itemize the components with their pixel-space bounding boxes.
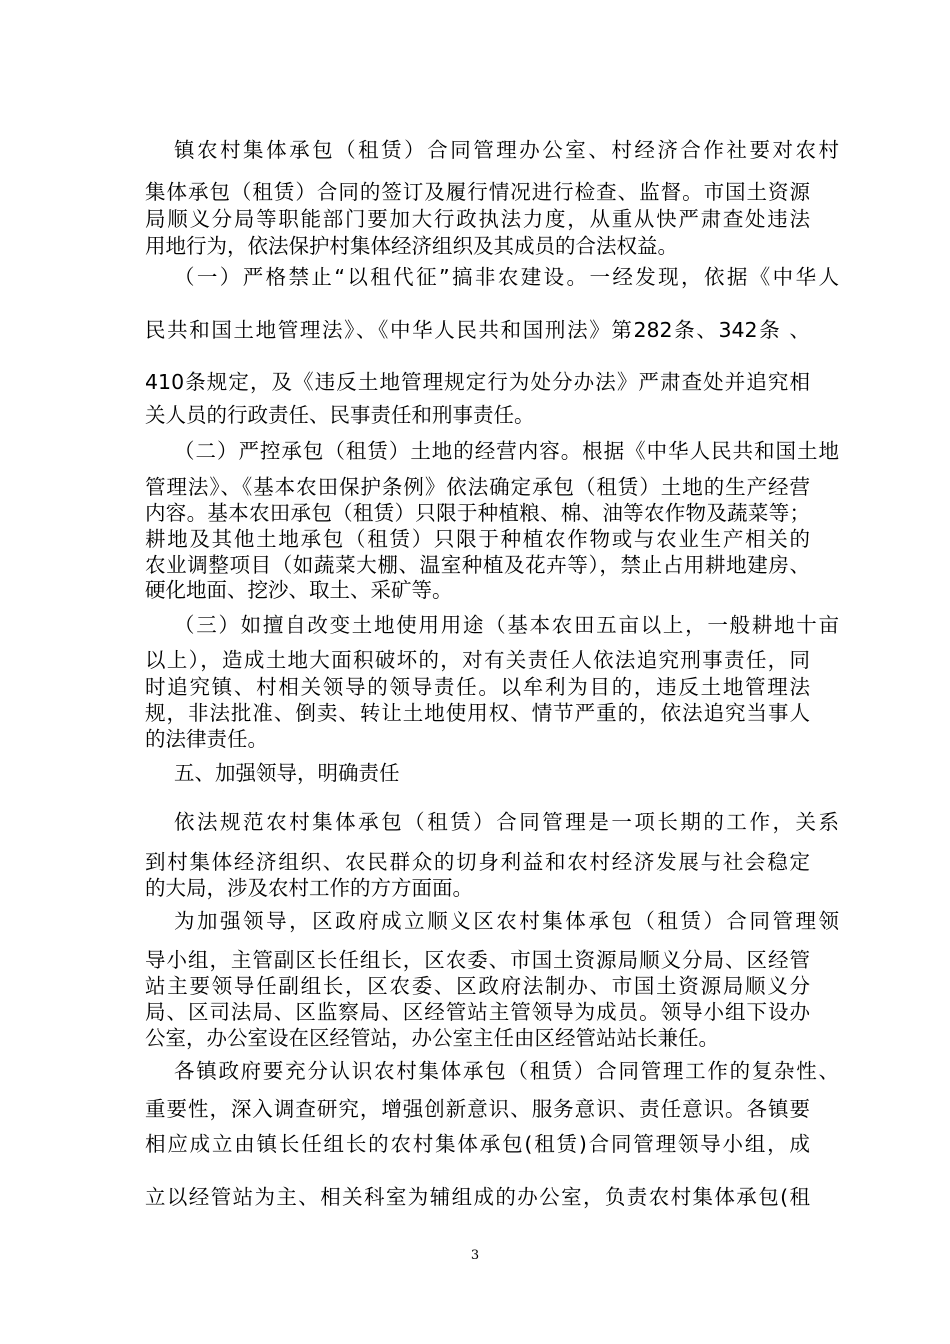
body-line: 管理法》、《基本农田保护条例》依法确定承包（租赁）土地的生产经营: [145, 475, 810, 499]
page-number: 3: [470, 1248, 480, 1263]
body-line: 内容。基本农田承包（租赁）只限于种植粮、棉、油等农作物及蔬菜等；: [145, 501, 810, 525]
body-line: 的法律责任。: [145, 727, 268, 751]
body-line: 镇农村集体承包（租赁）合同管理办公室、村经济合作社要对农村: [174, 138, 839, 162]
body-line: 以上），造成土地大面积破坏的，对有关责任人依法追究刑事责任，同: [145, 648, 810, 672]
body-line: （一）严格禁止“以租代征”搞非农建设。一经发现，依据《中华人: [174, 265, 839, 289]
body-line: 的大局，涉及农村工作的方方面面。: [145, 876, 473, 900]
body-line: 民共和国土地管理法》、《中华人民共和国刑法》第282条、342条 、: [145, 318, 810, 342]
body-line: 用地行为，依法保护村集体经济组织及其成员的合法权益。: [145, 234, 678, 258]
body-line: 公室，办公室设在区经管站，办公室主任由区经管站站长兼任。: [145, 1026, 719, 1050]
body-line: 硬化地面、挖沙、取土、采矿等。: [145, 578, 453, 602]
body-line: 为加强领导，区政府成立顺义区农村集体承包（租赁）合同管理领: [174, 909, 839, 933]
body-line: 时追究镇、村相关领导的领导责任。以牟利为目的，违反土地管理法: [145, 675, 810, 699]
body-line: 农业调整项目（如蔬菜大棚、温室种植及花卉等），禁止占用耕地建房、: [145, 553, 810, 577]
body-line: 重要性，深入调查研究，增强创新意识、服务意识、责任意识。各镇要: [145, 1097, 810, 1121]
body-line: （二）严控承包（租赁）土地的经营内容。根据《中华人民共和国土地: [174, 439, 839, 463]
body-line: 导小组，主管副区长任组长，区农委、市国土资源局顺义分局、区经管: [145, 948, 810, 972]
body-line: （三）如擅自改变土地使用用途（基本农田五亩以上，一般耕地十亩: [174, 613, 839, 637]
body-line: 410条规定，及《违反土地管理规定行为处分办法》严肃查处并追究相: [145, 370, 810, 394]
body-line: 立以经管站为主、相关科室为辅组成的办公室，负责农村集体承包(租: [145, 1185, 810, 1209]
body-line: 集体承包（租赁）合同的签订及履行情况进行检查、监督。市国土资源: [145, 180, 810, 204]
section-heading: 五、加强领导，明确责任: [174, 761, 400, 785]
body-line: 相应成立由镇长任组长的农村集体承包(租赁)合同管理领导小组，成: [145, 1132, 810, 1156]
body-line: 规，非法批准、倒卖、转让土地使用权、情节严重的，依法追究当事人: [145, 701, 810, 725]
body-line: 各镇政府要充分认识农村集体承包（租赁）合同管理工作的复杂性、: [174, 1059, 839, 1083]
body-line: 站主要领导任副组长，区农委、区政府法制办、市国土资源局顺义分: [145, 974, 810, 998]
body-line: 耕地及其他土地承包（租赁）只限于种植农作物或与农业生产相关的: [145, 527, 810, 551]
body-line: 关人员的行政责任、民事责任和刑事责任。: [145, 403, 535, 427]
body-line: 局顺义分局等职能部门要加大行政执法力度，从重从快严肃查处违法: [145, 207, 810, 231]
body-line: 依法规范农村集体承包（租赁）合同管理是一项长期的工作，关系: [174, 810, 839, 834]
body-line: 到村集体经济组织、农民群众的切身利益和农村经济发展与社会稳定: [145, 850, 810, 874]
body-line: 局、区司法局、区监察局、区经管站主管领导为成员。领导小组下设办: [145, 1000, 810, 1024]
